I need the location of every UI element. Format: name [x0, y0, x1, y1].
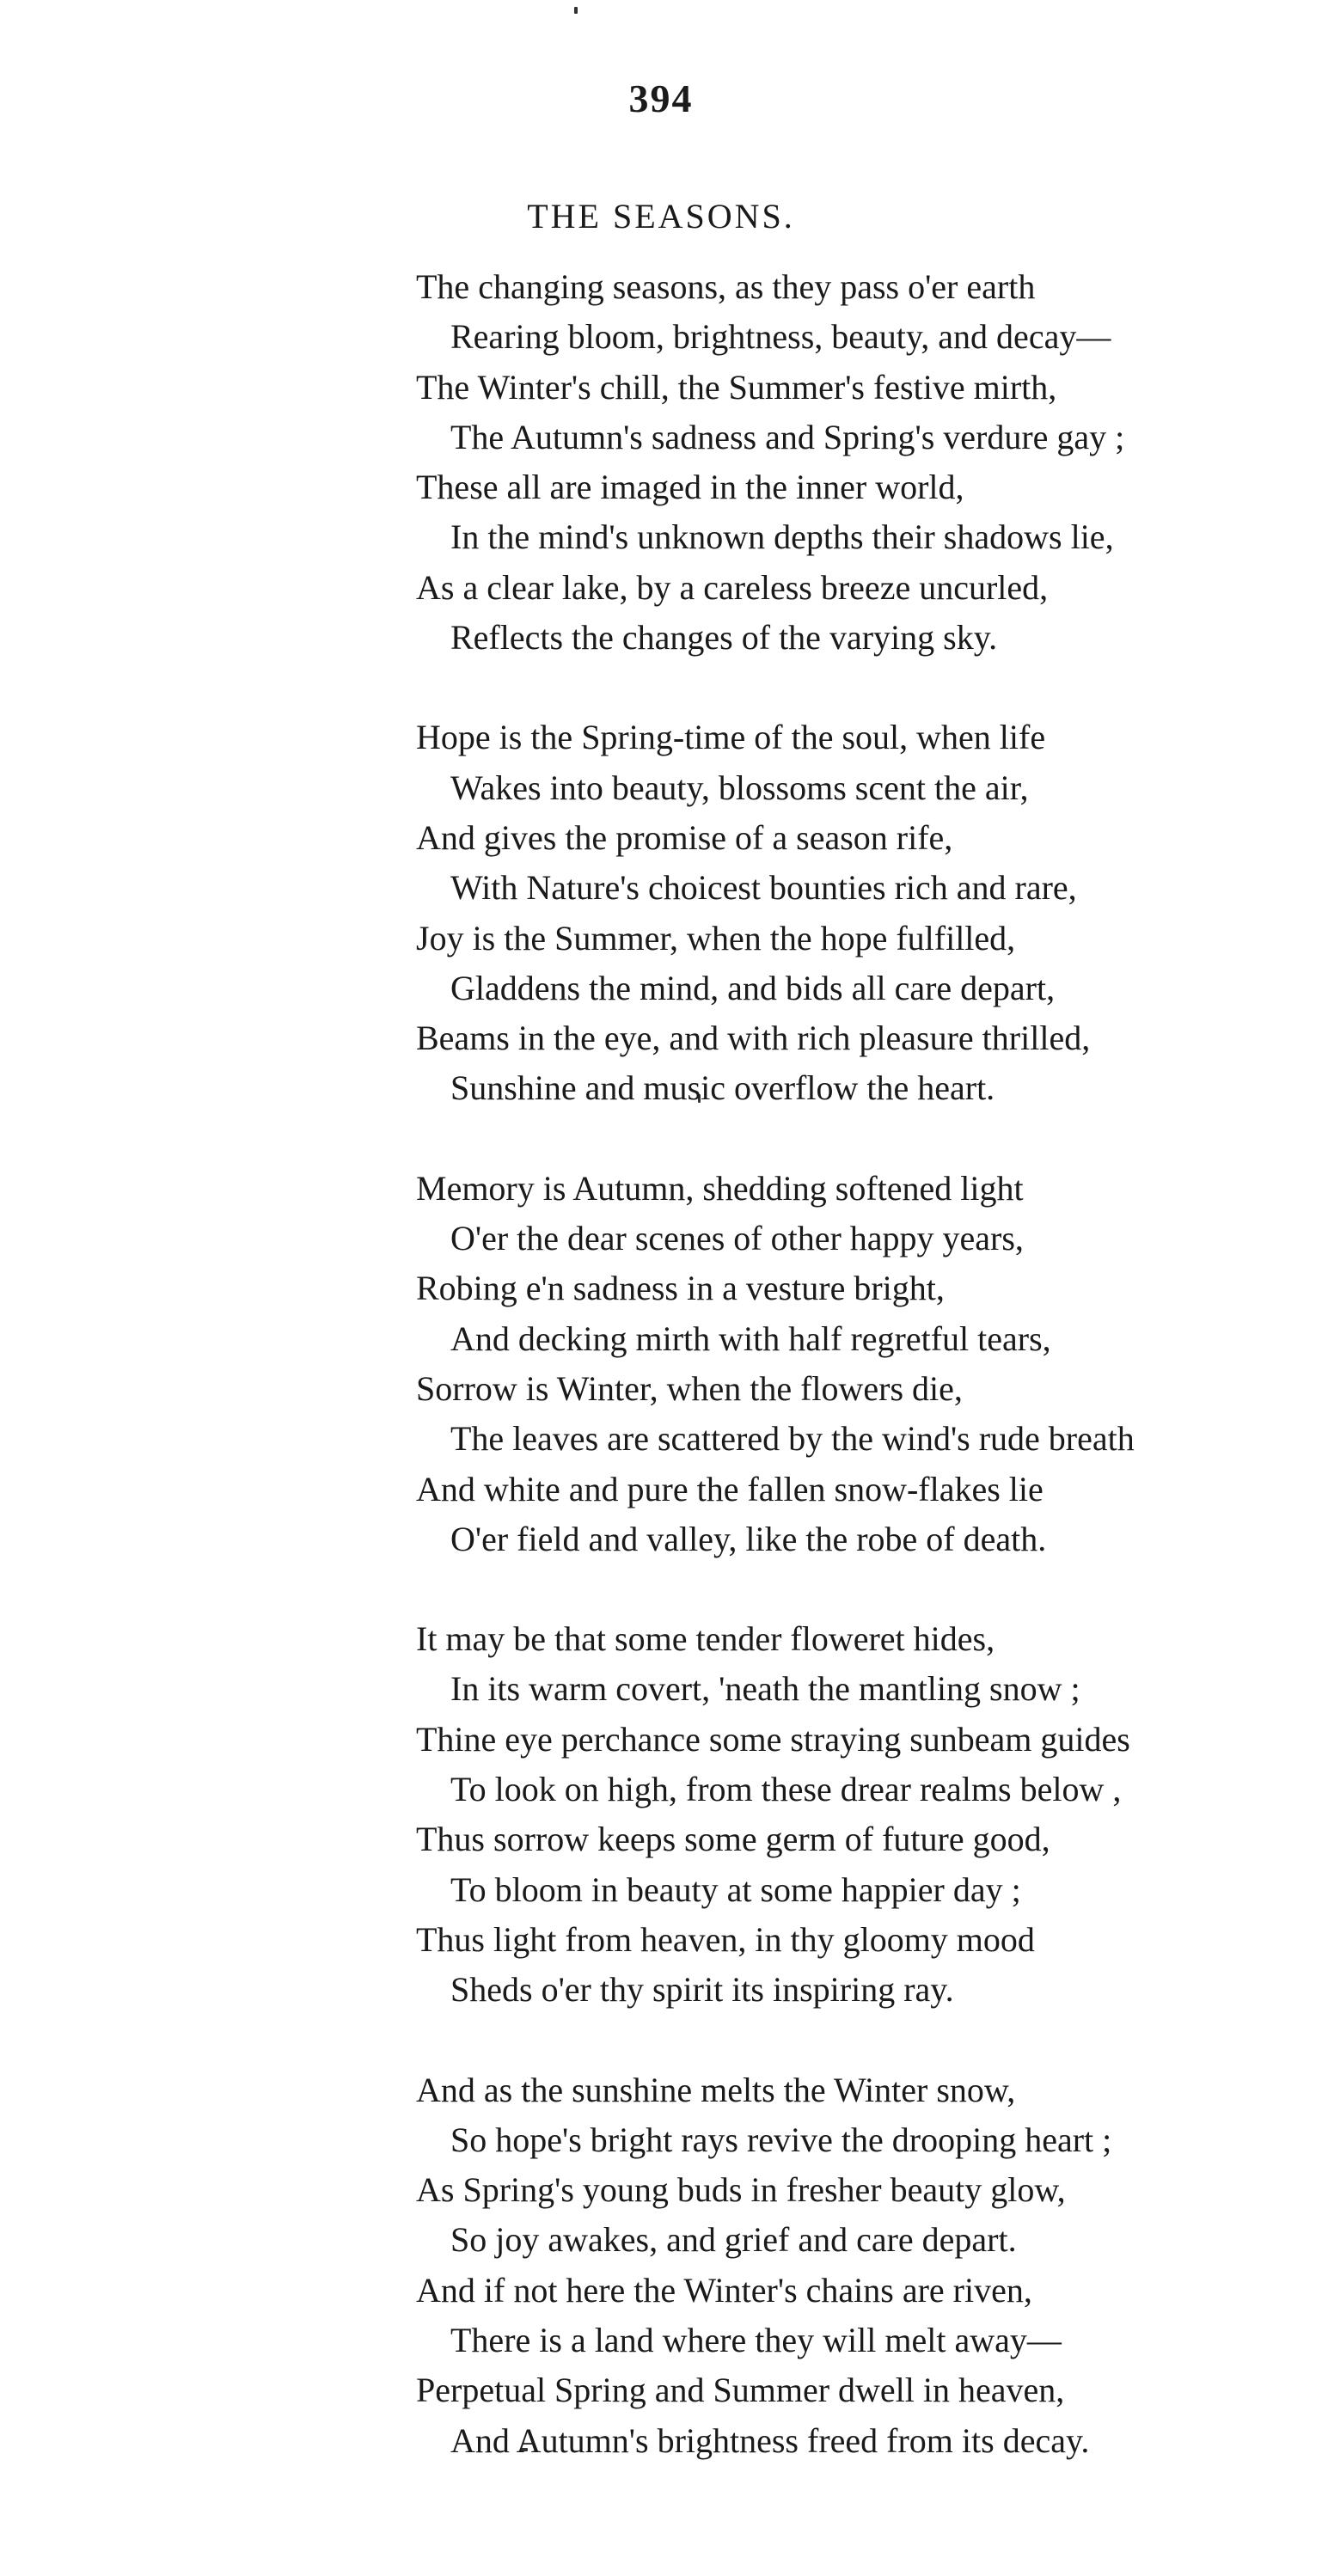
poem-line: The leaves are scattered by the wind's rude breath	[450, 1419, 1135, 1459]
poem-line: To look on high, from these drear realms below ,	[450, 1770, 1122, 1809]
stanza-1	[416, 262, 1314, 663]
poem-line: It may be that some tender floweret hides,	[416, 1619, 995, 1659]
poem-line: In the mind's unknown depths their shadows lie,	[450, 517, 1114, 557]
poem-line: O'er field and valley, like the robe of death.	[450, 1519, 1047, 1558]
poem-line: In its warm covert, 'neath the mantling snow ;	[450, 1669, 1080, 1709]
poem-line: As Spring's young buds in fresher beauty glow,	[416, 2170, 1066, 2210]
poem-line: Robing e'n sadness in a vesture bright,	[416, 1269, 945, 1308]
poem-line: The Winter's chill, the Summer's festive mirth,	[416, 367, 1057, 407]
stanza-4	[416, 1614, 1314, 2015]
poem-line: Sorrow is Winter, when the flowers die,	[416, 1368, 963, 1408]
poem-line: These all are imaged in the inner world,	[416, 468, 964, 507]
poem-line: As a clear lake, by a careless breeze uncurled,	[416, 567, 1049, 607]
poem-line: So joy awakes, and grief and care depart.	[450, 2220, 1017, 2260]
poem-line: Sheds o'er thy spirit its inspiring ray.	[450, 1970, 954, 2010]
poem-title: THE SEASONS.	[527, 197, 795, 236]
stanza-2	[416, 713, 1314, 1113]
poem-line: The changing seasons, as they pass o'er earth	[416, 267, 1036, 306]
poem-line: Gladdens the mind, and bids all care depart,	[450, 968, 1056, 1007]
poem-line: O'er the dear scenes of other happy years,	[450, 1219, 1024, 1258]
poem-line: To bloom in beauty at some happier day ;	[450, 1869, 1021, 1909]
poem-line: With Nature's choicest bounties rich and rare,	[450, 868, 1077, 908]
poem-line: The Autumn's sadness and Spring's verdure gay ;	[450, 417, 1125, 456]
poem-body	[416, 262, 1314, 2516]
poem-line: And as the sunshine melts the Winter snow,	[416, 2070, 1016, 2109]
poem-line: Beams in the eye, and with rich pleasure thrilled,	[416, 1019, 1091, 1058]
poem-line: Wakes into beauty, blossoms scent the air,	[450, 768, 1029, 807]
poem-line: Perpetual Spring and Summer dwell in heaven,	[416, 2371, 1065, 2410]
poem-line: And gives the promise of a season rife,	[416, 817, 953, 857]
stanza-5	[416, 2065, 1314, 2466]
poem-line: Thine eye perchance some straying sunbeam guides	[416, 1719, 1130, 1759]
poem-line: Sunshine and music overflow the heart.	[450, 1068, 995, 1108]
poem-line: There is a land where they will melt away—	[450, 2320, 1062, 2359]
poem-line: Hope is the Spring-time of the soul, when life	[416, 718, 1046, 757]
poem-line: Memory is Autumn, shedding softened light	[416, 1168, 1024, 1208]
page-number: 394	[628, 76, 694, 120]
poem-line: And decking mirth with half regretful tears,	[450, 1319, 1051, 1358]
print-speck-top	[574, 7, 578, 14]
poem-line: Thus sorrow keeps some germ of future good,	[416, 1820, 1050, 1859]
poem-line: Reflects the changes of the varying sky.	[450, 618, 998, 658]
poem-line: And white and pure the fallen snow-flakes lie	[416, 1469, 1044, 1508]
poem-line: So hope's bright rays revive the drooping heart ;	[450, 2120, 1112, 2159]
poem-line: Thus light from heaven, in thy gloomy mood	[416, 1919, 1035, 1959]
poem-line: And if not here the Winter's chains are riven,	[416, 2270, 1032, 2310]
stanza-3	[416, 1164, 1314, 1564]
poem-line: Joy is the Summer, when the hope fulfilled,	[416, 918, 1016, 958]
poem-line: And Autumn's brightness freed from its decay.	[450, 2420, 1090, 2460]
poem-line: Rearing bloom, brightness, beauty, and decay—	[450, 317, 1111, 357]
